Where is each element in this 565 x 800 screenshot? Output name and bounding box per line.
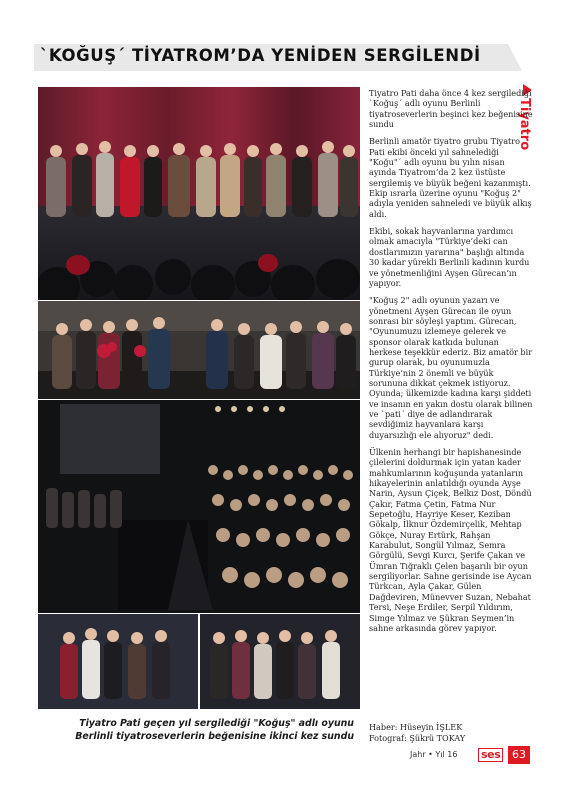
photo-cast-on-stage [38,87,360,300]
article-title: `KOĞUŞ´ TİYATROM’DA YENİDEN SERGİLENDİ [40,46,481,65]
issue-year: Jahr • Yıl 16 [410,750,458,759]
page-footer [410,746,530,766]
photo-stage-and-audience [38,400,360,613]
paragraph: Ülkenin herhangi bir hapishanesinde çilelerini doldurmak için yatan kader mahkumlarının koğuşunda yatanların hikayelerinin anlatıldığı oyunda Ayşe Narin, Aysun Çiçek, Belkız Dost, Döndü Çakır, Fatma Çetin, Fatma Nur Sepetoğlu, Hayriye Keser, Keziban Gökalp, İlknur Özdemirçelik, Mehtap Gökçe, Nuray Ertürk, Rahşan Karabulut, Songül Yılmaz, Semra Görgülü, Sevgi Kurcı, Şerife Çakan ve Ümran Tığraklı Çelen başarılı bir oyun sergiliyorlar. Sahne gerisinde ise Aycan Türkcan, Ayla Çakar, Gülen Dağdeviren, Münevver Suzan, Nebahat Tersi, Neşe Erdiler, Serpil Yıldırım, Simge Yılmaz ve Şükran Seymen’in sahne arkasında görev yapıyor. [369,447,532,633]
paragraph: Berlinli amatör tiyatro grubu Tiyatro Pati ekibi önceki yıl sahnelediği "Koğu"´ adlı oyunu bu yılın nisan ayında Tiyatrom’da 2 kez üstüste sergilemiş ve büyük beğeni kazanmıştı. Ekip ısrarla üzerine oyunu "Koğuş 2" adıyla yeniden sahneledi ve büyük alkış aldı. [369,136,532,219]
paragraph: Ekibi, sokak hayvanlarına yardımcı olmak amacıyla "Türkiye’deki can dostlarımızın yararına" başlığı altında 30 kadar yürekli Berlinli kadının kurdu ve yönetmenliğini Ayşen Gürecan’ın yapıyor. [369,226,530,288]
paragraph: "Koğuş 2" adlı oyunun yazarı ve yönetmeni Ayşen Gürecan ile oyun sonrası bir söyleşi yaptım. Gürecan, "Oyunumuzu izlemeye gelerek ve sponsor olarak katkıda bulunan herkese teşekkür ederiz. Biz amatör bir gurup olarak, bu oyunumuzla Türkiye’nin 2 önemli ve büyük sorununa dikkat çekmek istiyoruz. Oyunda; ülkemizde kadına karşı şiddeti ve insanın en yakın dostu olarak bilinen ve `pati´ diye de adlandırarak sevdiğimiz hayvanlara karşı duyarsızlığı ele alıyoruz" dedi. [369,295,533,440]
page-number: 63 [508,746,530,764]
photo-group-with-flowers [38,301,360,399]
photo-group-portrait [38,614,360,709]
byline [369,722,533,743]
paragraph-lead: Tiyatro Pati daha önce 4 kez sergilediği `Koğuş´ adlı oyunu Berlinli tiyatroseverlerin beşinci kez beğenisine sundu [369,88,533,130]
news-credit: Haber: Hüseyin İŞLEK [369,722,463,732]
photo-caption: Tiyatro Pati geçen yıl sergilediği "Koğuş" adlı oyunu Berlinli tiyatroseverlerin beğenisine ikinci kez sundu [75,718,354,742]
stage-figures [38,87,360,300]
article-body [369,88,533,640]
brand-logo: ses [478,748,503,762]
section-label-text: Tiyatro [517,98,532,151]
photo-credit: Fotograf: Şükrü TOKAY [369,732,466,743]
